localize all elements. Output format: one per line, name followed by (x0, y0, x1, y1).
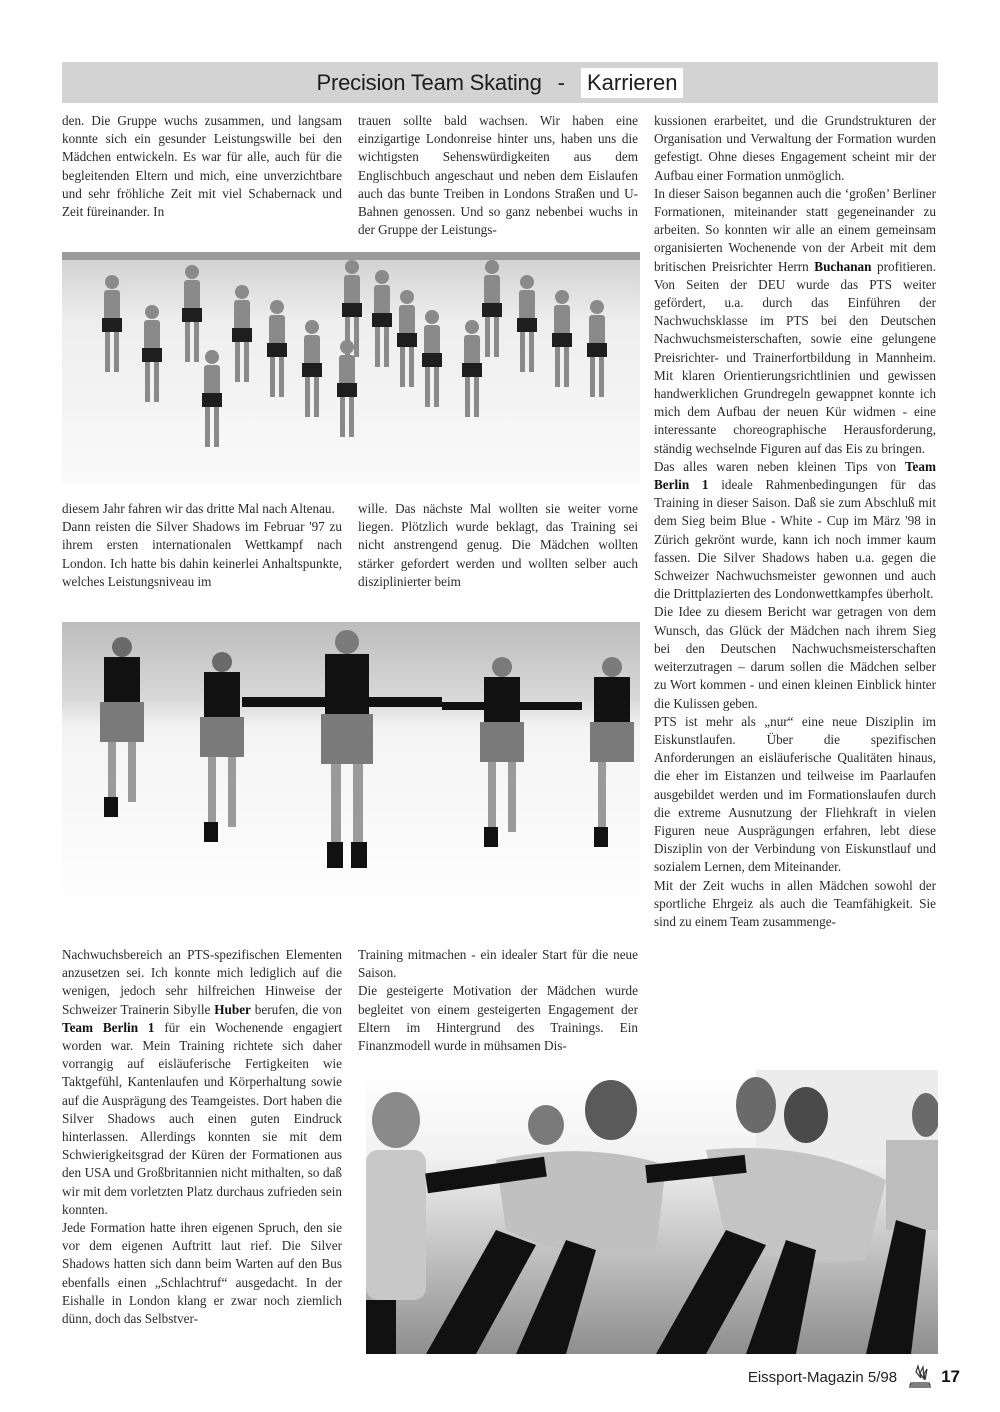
text-run: für ein Wochenende engagiert worden war. Mein Training richtete sich daher vorrangig auf eisläuferische Fertigkeiten wie Taktgefühl, Kantenlaufen und Körperhaltung sowie auf die Ausprägung des Teamgeistes. Dort haben die Silver Shadows auch einen guten Eindruck hinterlassen. Allerdings konnten sie mit dem Schwierigkeitsgrad der Küren der Formationen aus den USA und Großbritannien nicht mithalten, so daß wir mit dem vorletzten Platz durchaus zufrieden sein konnten. (62, 1019, 342, 1217)
photo-skaters-black-tops (62, 622, 640, 927)
header-separator: - (557, 69, 565, 95)
paragraph (654, 458, 936, 604)
text-run: Nachwuchsbereich an PTS-spezifischen Elementen anzusetzen sei. Ich konnte mich lediglich auf die wenigen, jedoch sehr hilfreichen Hinweise der Schweizer Trainerin Sibylle (62, 947, 342, 1017)
paragraph: Dann reisten die Silver Shadows im Februar '97 zu ihrem ersten internationalen Wettkampf nach London. Ich hatte bis dahin keinerlei Anhaltspunkte, welches Leistungsniveau im (62, 519, 342, 589)
col2-mid-text (358, 500, 638, 591)
text-run: ideale Rahmenbedingungen für das Training in dieser Saison. Daß sie zum Abschluß mit dem Sieg beim Blue - White - Cup im März '98 in Zürich gekrönt wurde, kann ich noch immer kaum fassen. Die Silver Shadows haben u.a. gegen die Schweizer Nachwuchsmeister gewonnen und auch die Drittplazierten des Londonwettkampfes überholt. (654, 477, 936, 602)
paragraph: Die Idee zu diesem Bericht war getragen von dem Wunsch, das Glück der Mädchen nach ihrem Sieg bei den Deutschen Nachwuchsmeisterschaften weiterzutragen – darum sollen die Mädchen selber zu Wort kommen - und einen kleinen Einblick hinter die Kulissen geben. (654, 604, 936, 711)
section-header-bar (62, 62, 938, 103)
col2-top-text (358, 112, 638, 239)
text-run: Das alles waren neben kleinen Tips von (654, 458, 905, 474)
paragraph: Die gesteigerte Motivation der Mädchen wurde begleitet von einem gesteigerten Engagement der Eltern im Hintergrund des Trainings. Ein Finanzmodell wurde in mühsamen Dis- (358, 983, 638, 1054)
header-title: Precision Team Skating (316, 69, 542, 95)
name-buchanan: Buchanan (814, 258, 872, 274)
text-run: In dieser Saison begannen auch die ‘großen’ Berliner Formationen, miteinander statt gegeneinander zu arbeiten. So konnten wir alle an einem gemeinsam organisierten Wochenende von der Arbeit mit dem britischen Preisrichter Herrn (654, 185, 936, 274)
page-footer (690, 1362, 960, 1392)
col1-bottom-text (62, 946, 342, 1328)
paragraph (62, 946, 342, 1219)
paragraph: PTS ist mehr als „nur“ eine neue Disziplin im Eiskunstlaufen. Über die spezifischen Anforderungen an eisläuferische Qualitäten hinaus, die eher im Eistanzen und teilweise im Paarlaufen ausgebildet werden und im Formationslaufen durch die extreme Ausnutzung der Fliehkraft in vielen Figuren neue Ausprägungen erfahren, lebt diese Disziplin von der Verbindung von Eiskunstlauf und sozialem Lernen, dem Miteinander. (654, 713, 936, 875)
col1-mid-text (62, 500, 342, 591)
photo-formation-skaters (62, 252, 640, 484)
paragraph: Mit der Zeit wuchs in allen Mädchen sowohl der sportliche Ehrgeiz als auch die Teamfähigkeit. Sie sind zu einem Team zusammenge- (654, 877, 936, 929)
paragraph: wille. Das nächste Mal wollten sie weiter vorne liegen. Plötzlich wurde beklagt, das Training sei nicht anstrengend genug. Die Mädchen wollten stärker gefordert werden und wollten selber auch disziplinierter beim (358, 501, 638, 589)
team-name: Team Berlin 1 (62, 1019, 155, 1035)
skate-wings-logo-icon (907, 1364, 933, 1390)
col2-bottom-text (358, 946, 638, 1055)
paragraph: trauen sollte bald wachsen. Wir haben eine einzigartige Londonreise hinter uns, haben uns die wichtigsten Sehenswürdigkeiten aus dem Englischbuch angeschaut und neben dem Eislaufen auch das bunte Treiben in Londons Straßen und U-Bahnen genossen. Und so ganz nebenbei wuchs in der Gruppe der Leistungs- (358, 113, 638, 238)
magazine-issue: Eissport-Magazin 5/98 (747, 1368, 898, 1386)
paragraph: Jede Formation hatte ihren eigenen Spruch, den sie vor dem eigenen Auftritt laut rief. Die Silver Shadows hatten sich dann beim Warten auf den Bus ebenfalls einen „Schlachtruf“ ausgedacht. In der Eishalle in London klang er zwar noch ziemlich dünn, doch das Selbstver- (62, 1220, 342, 1327)
paragraph: diesem Jahr fahren wir das dritte Mal nach Altenau. (62, 501, 335, 516)
paragraph: den. Die Gruppe wuchs zusammen, und langsam konnte sich ein gesunder Leistungswille bei den Mädchen entwickeln. Es war für alle, auch für die begleitenden Eltern und mich, eine unverzichtbare und sehr fröhliche Zeit mit viel Schabernack und Zeit füreinander. In (62, 113, 342, 220)
photo-skaters-linked-line (366, 1070, 938, 1354)
page-number: 17 (941, 1367, 960, 1386)
col3-text (654, 112, 936, 931)
col1-top-text (62, 112, 342, 221)
paragraph: Training mitmachen - ein idealer Start für die neue Saison. (358, 947, 638, 981)
text-run: profitieren. Von Seiten der DEU wurde das PTS weiter gefördert, u.a. durch das Einführen der Nachwuchsklasse im PTS bei den Deutschen Nachwuchsmeisterschaften, sowie eine gelungene Preisrichter- und Trainerfortbildung in Mannheim. Mit klaren Orientierungsrichtlinien und gewissen handwerklichen Grundregeln gewappnet konnte ich mich dem Aufbau der neuen Kür widmen - eine interessante choreographische Herausforderung, ständig wechselnde Figuren auf das Eis zu bringen. (654, 258, 936, 456)
name-huber: Huber (214, 1001, 251, 1017)
team-name: Team Berlin 1 (654, 458, 936, 493)
header-section-label: Karrieren (581, 68, 683, 98)
paragraph: kussionen erarbeitet, und die Grundstrukturen der Organisation und Verwaltung der Formation wurden gefestigt. Ohne dieses Engagement scheint mir der Aufbau einer Formation unmöglich. (654, 113, 936, 183)
paragraph (654, 185, 936, 458)
text-run: berufen, die von (250, 1001, 342, 1017)
